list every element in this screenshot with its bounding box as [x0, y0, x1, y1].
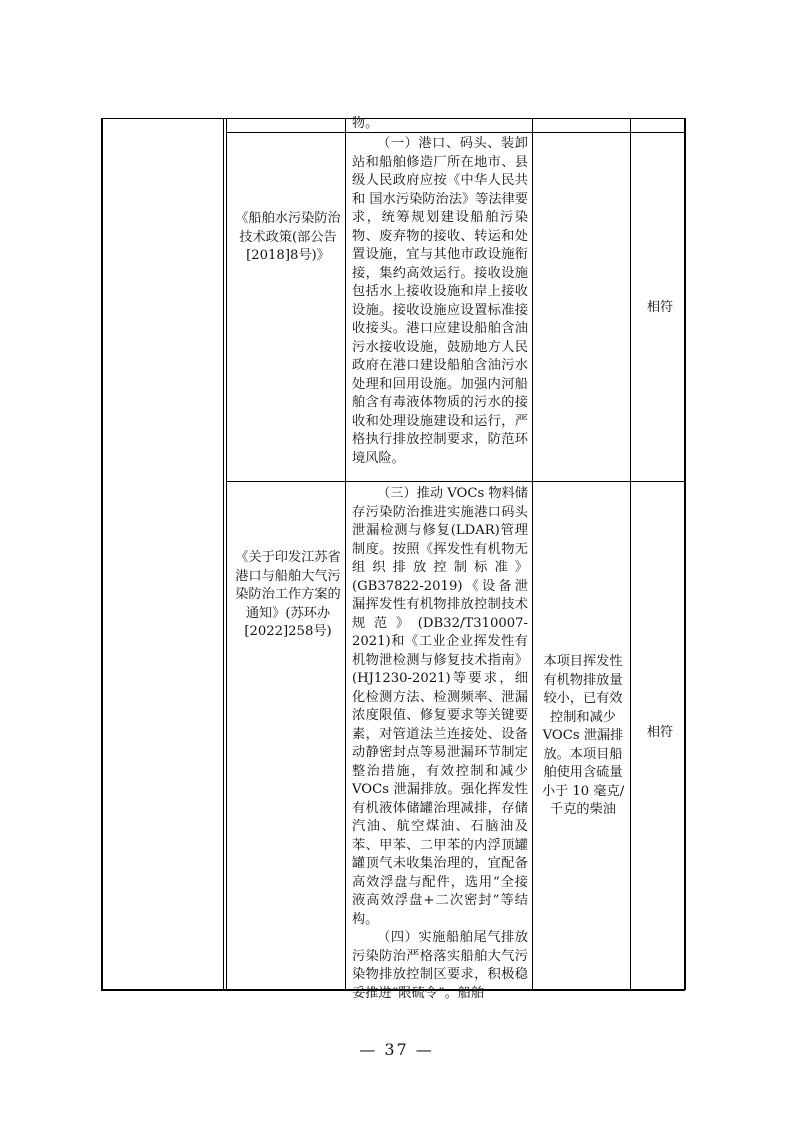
row-0-requirement	[352, 115, 528, 134]
row-2-result: 相符	[646, 725, 674, 740]
row-2-requirement-text-2: （四）实施船舶尾气排放污染防治严格落实船舶大气污染物排放控制区要求，积极稳妥推进“限硫令”。船舶	[352, 930, 528, 1001]
row-0-requirement-text: 物。	[352, 116, 379, 131]
row-2-requirement	[352, 485, 528, 1003]
column-line-4	[630, 118, 631, 990]
row-line-2	[227, 481, 684, 482]
row-2-requirement-text-1: （三）推动 VOCs 物料储存污染防治推进实施港口码头泄漏检测与修复(LDAR)管理制度。按照《挥发性有机物无组织排放控制标准》(GB37822-2019)《设备泄漏挥发性有机物排放控制技术规范》(DB32/T310007-2021)和《工业企业挥发性有机物泄检测与修复技术指南》(HJ1230-2021)等要求，细化检测方法、检测频率、泄漏浓度限值、修复要求等关键要素，对管道法兰连接处、设备动静密封点等易泄漏环节制定 整治措施，有效控制和减少 VOCs 泄漏排放。强化挥发性有机液体储罐治理减排，存储汽油、航空煤油、石脑油及苯、甲苯、二甲苯的内浮顶罐罐顶气未收集治理的，宜配备高效浮盘与配件，选用“全接液高效浮盘+二次密封”等结构。	[352, 486, 528, 927]
page-number: — 37 —	[359, 1040, 434, 1059]
row-1-result: 相符	[646, 300, 674, 315]
row-1-requirement	[352, 135, 528, 468]
row-1-requirement-text: （一）港口、码头、装卸站和船舶修造厂所在地市、县级人民政府应按《中华人民共和 国水污染防治法》等法律要求，统筹规划建设船舶污染物、废弃物的接收、转运和处置设施，宜与其他市政设施衔接，集约高效运行。接收设施包括水上接收设施和岸上接收设施。接收设施应设置标准接收接头。港口应建设船舶含油污水接收设施，鼓励地方人民政府在港口建设船舶含油污水处理和回用设施。加强内河船舶含有毒液体物质的污水的接收和处理设施建设和运行，严格执行排放控制要求，防范环境风险。	[352, 136, 528, 466]
column-line-1	[223, 118, 224, 990]
row-1-document: 《船舶水污染防治技术政策(部公告[2018]8号)》	[235, 211, 341, 263]
table-border-left	[101, 118, 103, 990]
column-line-2	[345, 118, 346, 990]
table-border-right	[684, 118, 686, 990]
row-2-document: 《关于印发江苏省港口与船舶大气污染防治工作方案的通知》(苏环办[2022]258号)	[235, 550, 341, 639]
column-line-1b	[226, 118, 227, 990]
column-line-3	[532, 118, 533, 990]
row-2-project: 本项目挥发性有机物排放量较小，已有效控制和减少 VOCs 泄漏排放。本项目船舶使用含硫量小于 10 毫克/千克的柴油	[541, 654, 625, 817]
